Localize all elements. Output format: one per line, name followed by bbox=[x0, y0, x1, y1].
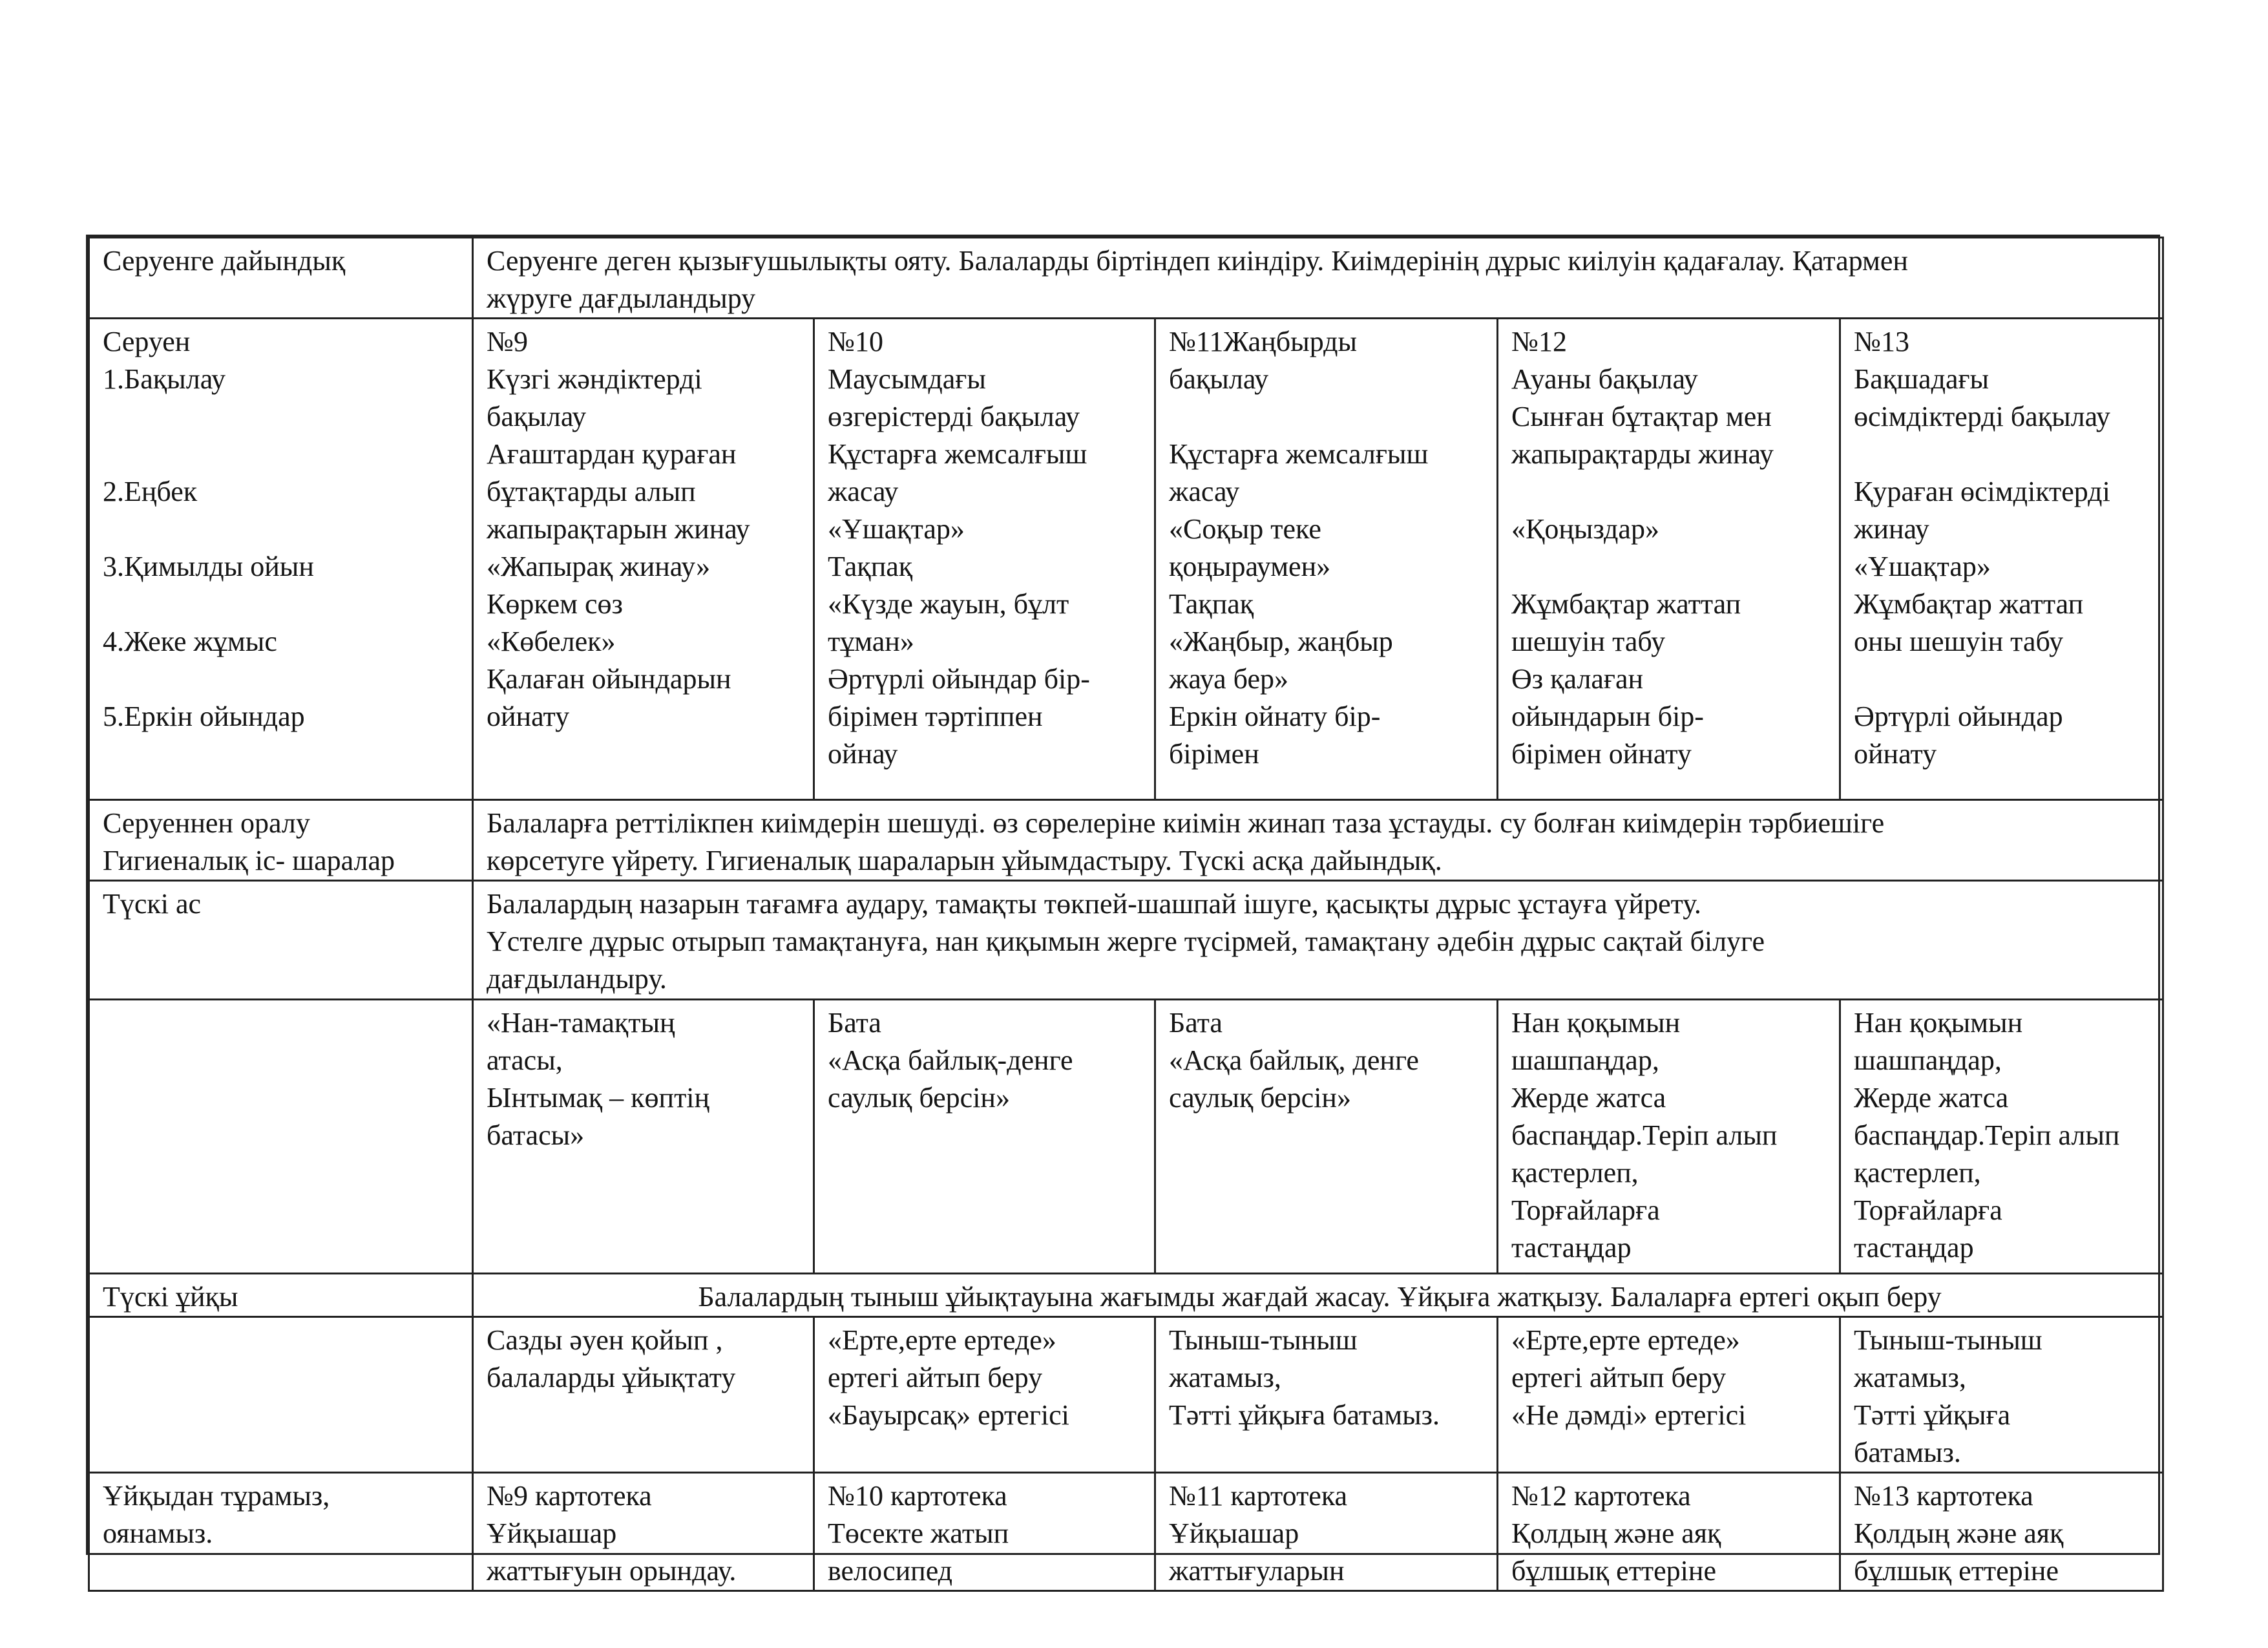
nap-day-9-line: Сазды әуен қойып , bbox=[487, 1324, 723, 1356]
walk-day-12-line: Жұмбақтар жаттап bbox=[1511, 588, 1741, 620]
row-wake bbox=[89, 1473, 2163, 1591]
walk-day-13-line: өсімдіктерді бақылау bbox=[1854, 401, 2110, 432]
walk-day-12-line: жапырақтарды жинау bbox=[1511, 438, 1774, 470]
walk-day-9-line: Ағаштардан қураған bbox=[487, 438, 737, 470]
lunch-day-13-line: шашпаңдар, bbox=[1854, 1044, 2002, 1076]
walk-day-9-line: бұтақтарды алып bbox=[487, 476, 696, 507]
walk-day-12-line: шешуін табу bbox=[1511, 626, 1666, 657]
lunch-day-13-line: тастаңдар bbox=[1854, 1232, 1974, 1263]
walk-day-11 bbox=[1155, 319, 1498, 800]
return-text-line: көрсетуге үйрету. Гигиеналық шараларын ұйымдастыру. Түскі асқа дайындық. bbox=[487, 845, 1442, 876]
walk-day-13-line: ойнату bbox=[1854, 738, 1937, 770]
wake-day-12-line: бұлшық еттеріне bbox=[1511, 1555, 1716, 1587]
lunch-day-10 bbox=[814, 1000, 1155, 1274]
lunch-text-line: Үстелге дұрыс отырып тамақтануға, нан қиқымын жерге түсірмей, тамақтану әдебін дұрыс сақтай білуге bbox=[487, 925, 1765, 957]
walk-day-9-line: Күзгі жәндіктерді bbox=[487, 363, 702, 395]
nap-text-line: Балалардың тыныш ұйықтауына жағымды жағдай жасау. Ұйқыға жатқызу. Балаларға ертегі оқып беру bbox=[698, 1281, 1942, 1313]
lunch-day-11-line: «Асқа байлық, денге bbox=[1169, 1044, 1419, 1076]
row-label-walk-line bbox=[103, 398, 463, 436]
walk-day-13-line: Әртүрлі ойындар bbox=[1854, 701, 2063, 732]
wake-day-12-line: №12 картотека bbox=[1511, 1480, 1691, 1512]
walk-day-9-line: «Жапырақ жинау» bbox=[487, 551, 711, 582]
walk-day-10 bbox=[814, 319, 1155, 800]
lunch-day-13-line: қастерлеп, bbox=[1854, 1157, 1981, 1188]
walk-day-11-line: жауа бер» bbox=[1169, 663, 1288, 695]
row-nap-stories bbox=[89, 1317, 2163, 1473]
lunch-day-9-line: атасы, bbox=[487, 1044, 563, 1076]
nap-day-11 bbox=[1155, 1317, 1498, 1473]
wake-day-10-line: велосипед bbox=[828, 1555, 953, 1587]
wake-day-10-line: Төсекте жатып bbox=[828, 1517, 1009, 1549]
return-text bbox=[473, 800, 2163, 881]
walk-day-10-line: Тақпақ bbox=[828, 551, 913, 582]
wake-day-10 bbox=[814, 1473, 1155, 1591]
wake-day-11 bbox=[1155, 1473, 1498, 1591]
walk-day-13-line: «Ұшақтар» bbox=[1854, 551, 1991, 582]
walk-day-9-line: бақылау bbox=[487, 401, 587, 432]
nap-day-11-line: жатамыз, bbox=[1169, 1362, 1281, 1393]
row-walk bbox=[89, 319, 2163, 800]
walk-prep-text-line: Серуенге деген қызығушылықты ояту. Балаларды біртіндеп киіндіру. Киімдерінің дұрыс киілуін қадағалау. Қатармен bbox=[487, 245, 1908, 277]
lunch-day-12-line: қастерлеп, bbox=[1511, 1157, 1639, 1188]
row-label-walk bbox=[89, 319, 473, 800]
walk-day-12-line bbox=[1511, 548, 1830, 586]
lunch-day-9-line: Ынтымақ – көптің bbox=[487, 1082, 710, 1114]
walk-day-11-line: «Жаңбыр, жаңбыр bbox=[1169, 626, 1393, 657]
lunch-day-9-line: «Нан-тамақтың bbox=[487, 1007, 675, 1039]
walk-day-10-line: Әртүрлі ойындар бір- bbox=[828, 663, 1090, 695]
lunch-day-12-line: Нан қоқымын bbox=[1511, 1007, 1681, 1039]
walk-day-10-line: тұман» bbox=[828, 626, 914, 657]
row-walk-prep bbox=[89, 238, 2163, 319]
walk-day-13-line: Жұмбақтар жаттап bbox=[1854, 588, 2084, 620]
nap-day-11-line: Тәтті ұйқыға батамыз. bbox=[1169, 1399, 1440, 1431]
walk-day-11-line: жасау bbox=[1169, 476, 1240, 507]
walk-day-11-line bbox=[1169, 398, 1487, 436]
row-label-walk-prep bbox=[89, 238, 473, 319]
row-lunch-blessings bbox=[89, 1000, 2163, 1274]
nap-day-10-line: «Бауырсақ» ертегісі bbox=[828, 1399, 1069, 1431]
walk-day-10-line: жасау bbox=[828, 476, 899, 507]
wake-day-11-line: жаттығуларын bbox=[1169, 1555, 1345, 1587]
lunch-day-10-line: саулық берсін» bbox=[828, 1082, 1010, 1114]
row-label-walk-line: 3.Қимылды ойын bbox=[103, 551, 314, 582]
walk-day-10-line: «Күзде жауын, бұлт bbox=[828, 588, 1069, 620]
lunch-day-12-line: баспаңдар.Теріп алып bbox=[1511, 1119, 1778, 1151]
row-label-walk-line: Серуен bbox=[103, 326, 191, 357]
row-nap bbox=[89, 1274, 2163, 1317]
lunch-text-line: Балалардың назарын тағамға аудару, тамақты төкпей-шашпай ішуге, қасықты дұрыс ұстауға үйрету. bbox=[487, 888, 1701, 920]
walk-day-11-line: Тақпақ bbox=[1169, 588, 1254, 620]
wake-day-9 bbox=[473, 1473, 814, 1591]
walk-day-13-line: Қураған өсімдіктерді bbox=[1854, 476, 2110, 507]
row-label-walk-line bbox=[103, 586, 463, 623]
wake-day-13-line: №13 картотека bbox=[1854, 1480, 2033, 1512]
lunch-day-12 bbox=[1498, 1000, 1840, 1274]
lunch-text bbox=[473, 881, 2163, 1000]
nap-day-10-line: «Ерте,ерте ертеде» bbox=[828, 1324, 1056, 1356]
walk-day-10-line: өзгерістерді бақылау bbox=[828, 401, 1080, 432]
lunch-day-12-line: тастаңдар bbox=[1511, 1232, 1632, 1263]
row-label-walk-prep-line: Серуенге дайындық bbox=[103, 245, 346, 277]
nap-day-9 bbox=[473, 1317, 814, 1473]
walk-day-12-line: №12 bbox=[1511, 326, 1567, 357]
wake-day-12 bbox=[1498, 1473, 1840, 1591]
row-label-return-line: Серуеннен оралу bbox=[103, 807, 310, 839]
walk-day-9 bbox=[473, 319, 814, 800]
walk-day-9-line: №9 bbox=[487, 326, 528, 357]
walk-prep-text bbox=[473, 238, 2163, 319]
lunch-day-12-line: Жерде жатса bbox=[1511, 1082, 1666, 1114]
walk-day-13-line: Бақшадағы bbox=[1854, 363, 1990, 395]
walk-day-12-line: Өз қалаған bbox=[1511, 663, 1644, 695]
lunch-day-13 bbox=[1840, 1000, 2163, 1274]
nap-day-13 bbox=[1840, 1317, 2163, 1473]
row-lunch bbox=[89, 881, 2163, 1000]
walk-day-11-line: Еркін ойнату бір- bbox=[1169, 701, 1381, 732]
row-label-lunch-line: Түскі ас bbox=[103, 888, 202, 920]
lunch-day-11 bbox=[1155, 1000, 1498, 1274]
nap-day-13-line: Тәтті ұйқыға bbox=[1854, 1399, 2011, 1431]
wake-day-9-line: №9 картотека bbox=[487, 1480, 652, 1512]
walk-day-11-line: Құстарға жемсалғыш bbox=[1169, 438, 1429, 470]
walk-day-11-line: қоңыраумен» bbox=[1169, 551, 1331, 582]
walk-day-13-line: оны шешуін табу bbox=[1854, 626, 2064, 657]
plan-sheet bbox=[86, 235, 2160, 1587]
lunch-day-10-line: Бата bbox=[828, 1007, 881, 1039]
walk-day-13-line bbox=[1854, 660, 2153, 698]
walk-day-13 bbox=[1840, 319, 2163, 800]
walk-day-9-line: жапырақтарын жинау bbox=[487, 513, 750, 545]
walk-day-9-line: Көркем сөз bbox=[487, 588, 623, 620]
lunch-day-9-line: батасы» bbox=[487, 1119, 585, 1151]
walk-day-12-line bbox=[1511, 473, 1830, 511]
walk-day-10-line: «Ұшақтар» bbox=[828, 513, 965, 545]
row-label-walk-line bbox=[103, 511, 463, 548]
lunch-day-13-line: Торғайларға bbox=[1854, 1194, 2002, 1226]
row-label-walk-line: 4.Жеке жұмыс bbox=[103, 626, 277, 657]
walk-day-12-line: бірімен ойнату bbox=[1511, 738, 1692, 770]
row-label-nap bbox=[89, 1274, 473, 1317]
row-label-return-line: Гигиеналық іс- шаралар bbox=[103, 845, 395, 876]
wake-day-11-line: №11 картотека bbox=[1169, 1480, 1348, 1512]
row-label-wake bbox=[89, 1473, 473, 1591]
walk-prep-text-line: жүруге дағдыландыру bbox=[487, 282, 756, 314]
lunch-text-line: дағдыландыру. bbox=[487, 963, 667, 995]
row-label-nap-line: Түскі ұйқы bbox=[103, 1281, 238, 1313]
wake-day-12-line: Қолдың және аяқ bbox=[1511, 1517, 1721, 1549]
walk-day-10-line: Маусымдағы bbox=[828, 363, 986, 395]
row-label-return bbox=[89, 800, 473, 881]
nap-text bbox=[473, 1274, 2163, 1317]
wake-day-13-line: бұлшық еттеріне bbox=[1854, 1555, 2059, 1587]
row-label-walk-line: 5.Еркін ойындар bbox=[103, 701, 305, 732]
lunch-day-13-line: баспаңдар.Теріп алып bbox=[1854, 1119, 2120, 1151]
walk-day-12-line: «Қоңыздар» bbox=[1511, 513, 1659, 545]
wake-day-10-line: №10 картотека bbox=[828, 1480, 1007, 1512]
nap-day-13-line: батамыз. bbox=[1854, 1437, 1961, 1468]
row-label-walk-line: 1.Бақылау bbox=[103, 363, 226, 395]
wake-day-11-line: Ұйқыашар bbox=[1169, 1517, 1299, 1549]
nap-day-12-line: «Не дәмді» ертегісі bbox=[1511, 1399, 1747, 1431]
walk-day-13-line: №13 bbox=[1854, 326, 1909, 357]
row-label-walk-line bbox=[103, 660, 463, 698]
walk-day-10-line: бірімен тәртіппен bbox=[828, 701, 1043, 732]
row-label-wake-line: Ұйқыдан тұрамыз, bbox=[103, 1480, 330, 1512]
row-return bbox=[89, 800, 2163, 881]
walk-day-9-line: «Көбелек» bbox=[487, 626, 616, 657]
walk-day-13-line bbox=[1854, 436, 2153, 473]
lunch-day-12-line: шашпаңдар, bbox=[1511, 1044, 1659, 1076]
lunch-day-11-line: Бата bbox=[1169, 1007, 1223, 1039]
nap-day-13-line: жатамыз, bbox=[1854, 1362, 1966, 1393]
nap-day-10-line: ертегі айтып беру bbox=[828, 1362, 1043, 1393]
nap-day-10 bbox=[814, 1317, 1155, 1473]
walk-day-12-line: ойындарын бір- bbox=[1511, 701, 1704, 732]
wake-day-13-line: Қолдың және аяқ bbox=[1854, 1517, 2064, 1549]
walk-day-12-line: Ауаны бақылау bbox=[1511, 363, 1698, 395]
walk-day-9-line: Қалаған ойындарын bbox=[487, 663, 731, 695]
nap-day-11-line: Тыныш-тыныш bbox=[1169, 1324, 1358, 1356]
walk-day-9-line: ойнату bbox=[487, 701, 570, 732]
row-label-wake-line: оянамыз. bbox=[103, 1517, 213, 1549]
nap-day-9-line: балаларды ұйықтату bbox=[487, 1362, 736, 1393]
walk-day-13-line: жинау bbox=[1854, 513, 1929, 545]
walk-day-10-line: Құстарға жемсалғыш bbox=[828, 438, 1087, 470]
lunch-day-13-line: Нан қоқымын bbox=[1854, 1007, 2023, 1039]
lunch-day-13-line: Жерде жатса bbox=[1854, 1082, 2009, 1114]
walk-day-11-line: бірімен bbox=[1169, 738, 1259, 770]
walk-day-11-line: бақылау bbox=[1169, 363, 1269, 395]
row-label-walk-line bbox=[103, 436, 463, 473]
lunch-day-10-line: «Асқа байлық-денге bbox=[828, 1044, 1073, 1076]
return-text-line: Балаларға реттілікпен киімдерін шешуді. өз сөрелеріне киімін жинап таза ұстауды. су болған киімдерін тәрбиешіге bbox=[487, 807, 1885, 839]
nap-day-12 bbox=[1498, 1317, 1840, 1473]
nap-day-13-line: Тыныш-тыныш bbox=[1854, 1324, 2042, 1356]
lunch-day-12-line: Торғайларға bbox=[1511, 1194, 1660, 1226]
walk-day-11-line: №11Жаңбырды bbox=[1169, 326, 1358, 357]
walk-day-12-line: Сынған бұтақтар мен bbox=[1511, 401, 1772, 432]
walk-day-10-line: ойнау bbox=[828, 738, 898, 770]
lunch-day-9 bbox=[473, 1000, 814, 1274]
walk-day-12 bbox=[1498, 319, 1840, 800]
walk-day-11-line: «Соқыр теке bbox=[1169, 513, 1321, 545]
row-label-walk-line: 2.Еңбек bbox=[103, 476, 198, 507]
nap-day-12-line: «Ерте,ерте ертеде» bbox=[1511, 1324, 1740, 1356]
lunch-blessings-label bbox=[89, 1000, 473, 1274]
row-label-lunch bbox=[89, 881, 473, 1000]
nap-day-12-line: ертегі айтып беру bbox=[1511, 1362, 1727, 1393]
wake-day-9-line: жаттығуын орындау. bbox=[487, 1555, 737, 1587]
walk-day-10-line: №10 bbox=[828, 326, 883, 357]
daily-plan-table bbox=[88, 237, 2164, 1592]
wake-day-13 bbox=[1840, 1473, 2163, 1591]
lunch-day-11-line: саулық берсін» bbox=[1169, 1082, 1351, 1114]
nap-stories-label bbox=[89, 1317, 473, 1473]
wake-day-9-line: Ұйқыашар bbox=[487, 1517, 617, 1549]
